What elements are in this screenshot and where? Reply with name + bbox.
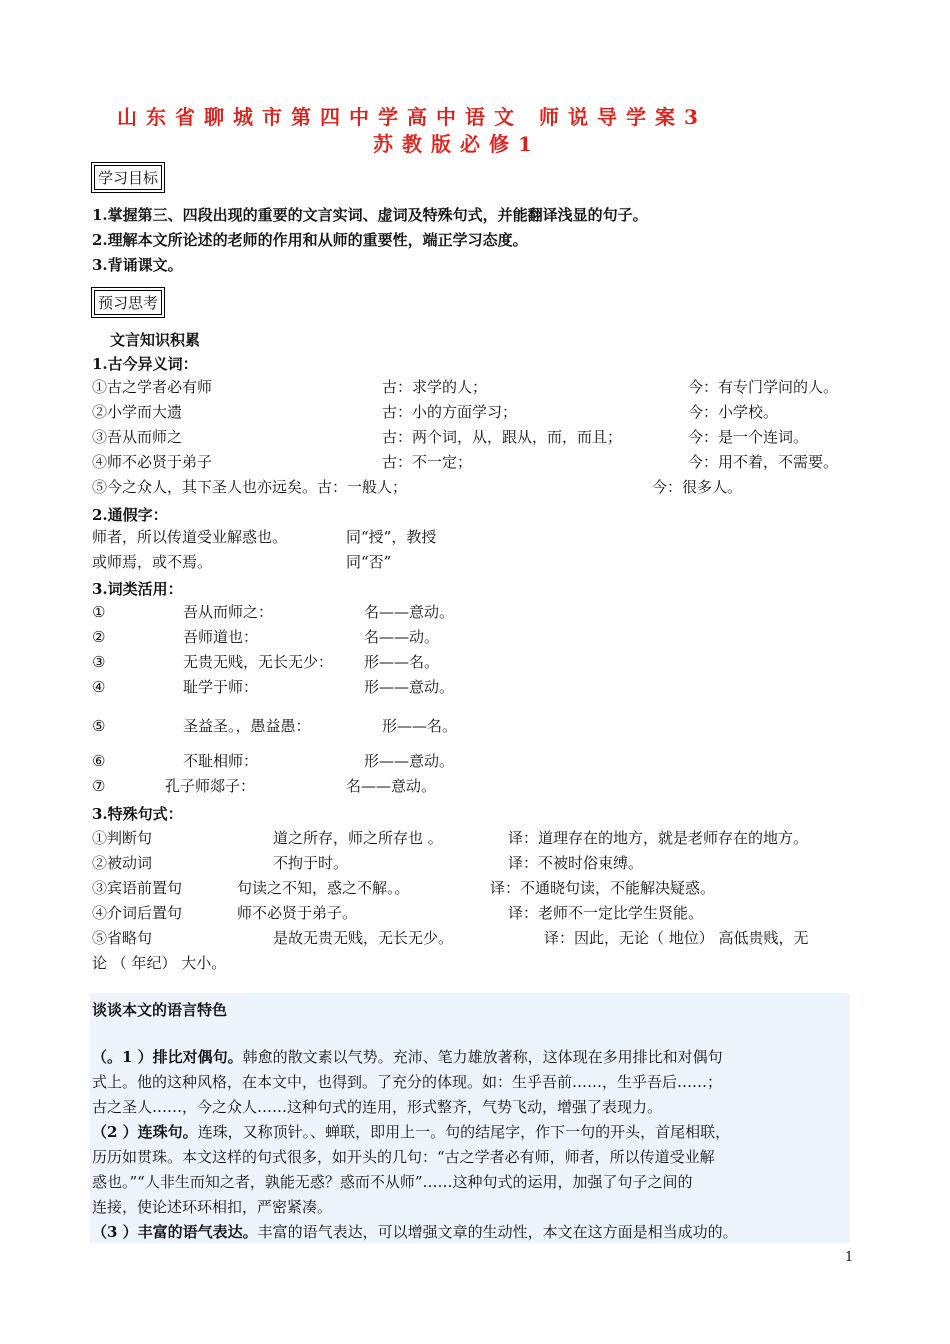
title-line2: 苏教版必修1 — [373, 132, 541, 156]
gujin-1-word: ①古之学者必有师 — [92, 378, 213, 396]
section-preview-label: 预习思考 — [94, 290, 162, 315]
cilei-7-num: ⑦ — [92, 777, 106, 795]
goal-3: 3.背诵课文。 — [92, 256, 183, 274]
section-goals-box — [91, 162, 165, 193]
teshu-4-translation: 译：老师不一定比学生贤能。 — [508, 904, 704, 922]
cilei-2-type: 名——动。 — [364, 628, 440, 646]
cilei-4-type: 形——意动。 — [364, 678, 455, 696]
heading-teshu: 3.特殊句式： — [92, 805, 183, 823]
heading-gujin: 1.古今异义词： — [92, 355, 198, 373]
paragraph-1-label: （。1 ）排比对偶句。 — [92, 1048, 243, 1066]
heading-cilei: 3.词类活用： — [92, 580, 183, 598]
paragraph-2-line-3: 惑也。”“人非生而知之者，孰能无惑？惑而不从师”……这种句式的运用，加强了句子之间的 — [92, 1173, 693, 1191]
gujin-2-word: ②小学而大遗 — [92, 403, 183, 421]
cilei-5-phrase: 圣益圣。，愚益愚： — [183, 717, 311, 735]
cilei-3-num: ③ — [92, 653, 106, 671]
paragraph-2-line-1 — [92, 1120, 730, 1144]
section-preview-box — [91, 287, 165, 318]
title-line1: 山东省聊城市第四中学高中语文 师说导学案3 — [117, 105, 707, 129]
paragraph-3-line-1 — [92, 1220, 738, 1244]
paragraph-1-line-3: 古之圣人……，今之众人……这种句式的连用，形式整齐，气势飞动，增强了表现力。 — [92, 1098, 663, 1116]
teshu-5-example: 是故无贵无贱，无长无少。 — [273, 929, 454, 947]
teshu-5-type: ⑤省略句 — [92, 929, 153, 947]
paragraph-1-text-1: 韩愈的散文素以气势。充沛、笔力雄放著称，这体现在多用排比和对偶句 — [242, 1048, 723, 1066]
paragraph-1-line-2: 式上。他的这种风格，在本文中，也得到。了充分的体现。如：生乎吾前……，生乎吾后……； — [92, 1073, 723, 1091]
cilei-6-num: ⑥ — [92, 752, 106, 770]
teshu-1-type: ①判断句 — [92, 829, 153, 847]
goal-1: 1.掌握第三、四段出现的重要的文言实词、虚词及特殊句式，并能翻译浅显的句子。 — [92, 206, 648, 224]
paragraph-3-text: 丰富的语气表达，可以增强文章的生动性，本文在这方面是相当成功的。 — [257, 1223, 738, 1241]
teshu-3-translation: 译：不通晓句读，不能解决疑惑。 — [490, 879, 716, 897]
paragraph-3-label: （3 ）丰富的语气表达。 — [92, 1223, 258, 1241]
gujin-4-word: ④师不必贤于弟子 — [92, 453, 213, 471]
tongjia-1-sentence: 师者，所以传道受业解惑也。 — [92, 528, 288, 546]
cilei-1-phrase: 吾从而师之： — [183, 603, 274, 621]
paragraph-2-line-4: 连接，使论述环环相扣，严密紧凑。 — [92, 1198, 333, 1216]
heading-tongjia: 2.通假字： — [92, 506, 168, 524]
gujin-5-word: ⑤今之众人，其下圣人也亦远矣。古：一般人； — [92, 478, 408, 496]
cilei-1-num: ① — [92, 603, 106, 621]
gujin-1-new: 今：有专门学问的人。 — [688, 378, 839, 396]
paragraph-1-line-1 — [92, 1045, 723, 1069]
cilei-4-phrase: 耻学于师： — [183, 678, 259, 696]
paragraph-2-label: （2 ）连珠句。 — [92, 1123, 198, 1141]
cilei-6-phrase: 不耻相师： — [183, 752, 259, 770]
tongjia-2-sentence: 或师焉，或不焉。 — [92, 553, 213, 571]
gujin-4-new: 今：用不着，不需要。 — [688, 453, 839, 471]
teshu-2-translation: 译：不被时俗束缚。 — [508, 854, 644, 872]
gujin-5-new: 今：很多人。 — [652, 478, 743, 496]
gujin-2-new: 今：小学校。 — [688, 403, 779, 421]
cilei-7-phrase: 孔子师郯子： — [165, 777, 256, 795]
teshu-4-type: ④介词后置句 — [92, 904, 183, 922]
gujin-3-new: 今：是一个连词。 — [688, 428, 809, 446]
gujin-3-old: 古：两个词，从，跟从，而，而且； — [382, 428, 623, 446]
cilei-7-type: 名——意动。 — [346, 777, 437, 795]
cilei-2-num: ② — [92, 628, 106, 646]
cilei-5-type: 形——名。 — [382, 717, 458, 735]
cilei-4-num: ④ — [92, 678, 106, 696]
goal-2: 2.理解本文所论述的老师的作用和从师的重要性，端正学习态度。 — [92, 231, 528, 249]
teshu-1-example: 道之所存，师之所存也 。 — [273, 829, 443, 847]
section-goals-label: 学习目标 — [94, 165, 162, 190]
teshu-4-example: 师不必贤于弟子。 — [237, 904, 358, 922]
teshu-5-translation: 译：因此，无论（ 地位） 高低贵贱，无 — [544, 929, 809, 947]
teshu-1-translation: 译：道理存在的地方，就是老师存在的地方。 — [508, 829, 809, 847]
tongjia-2-note: 同“否” — [346, 553, 392, 571]
gujin-3-word: ③吾从而师之 — [92, 428, 183, 446]
page-number: 1 — [845, 1250, 854, 1265]
gujin-1-old: 古：求学的人； — [382, 378, 488, 396]
cilei-6-type: 形——意动。 — [364, 752, 455, 770]
cilei-5-num: ⑤ — [92, 717, 106, 735]
teshu-5-continued: 论 （ 年纪） 大小。 — [92, 954, 227, 972]
teshu-3-example: 句读之不知，惑之不解。。 — [237, 879, 410, 897]
tongjia-1-note: 同“授”，教授 — [346, 528, 437, 546]
language-heading: 谈谈本文的语言特色 — [92, 1001, 228, 1019]
gujin-2-old: 古：小的方面学习； — [382, 403, 518, 421]
cilei-3-phrase: 无贵无贱，无长无少： — [183, 653, 334, 671]
knowledge-heading: 文言知识积累 — [110, 331, 201, 349]
cilei-1-type: 名——意动。 — [364, 603, 455, 621]
paragraph-2-line-2: 历历如贯珠。本文这样的句式很多，如开头的几句：“古之学者必有师，师者，所以传道受业解 — [92, 1148, 715, 1166]
teshu-2-type: ②被动词 — [92, 854, 153, 872]
teshu-2-example: 不拘于时。 — [273, 854, 349, 872]
paragraph-2-text-1: 连珠，又称顶针。、蝉联，即用上一。句的结尾字，作下一句的开头，首尾相联， — [197, 1123, 731, 1141]
gujin-4-old: 古：不一定； — [382, 453, 473, 471]
teshu-3-type: ③宾语前置句 — [92, 879, 183, 897]
cilei-3-type: 形——名。 — [364, 653, 440, 671]
cilei-2-phrase: 吾师道也： — [183, 628, 259, 646]
